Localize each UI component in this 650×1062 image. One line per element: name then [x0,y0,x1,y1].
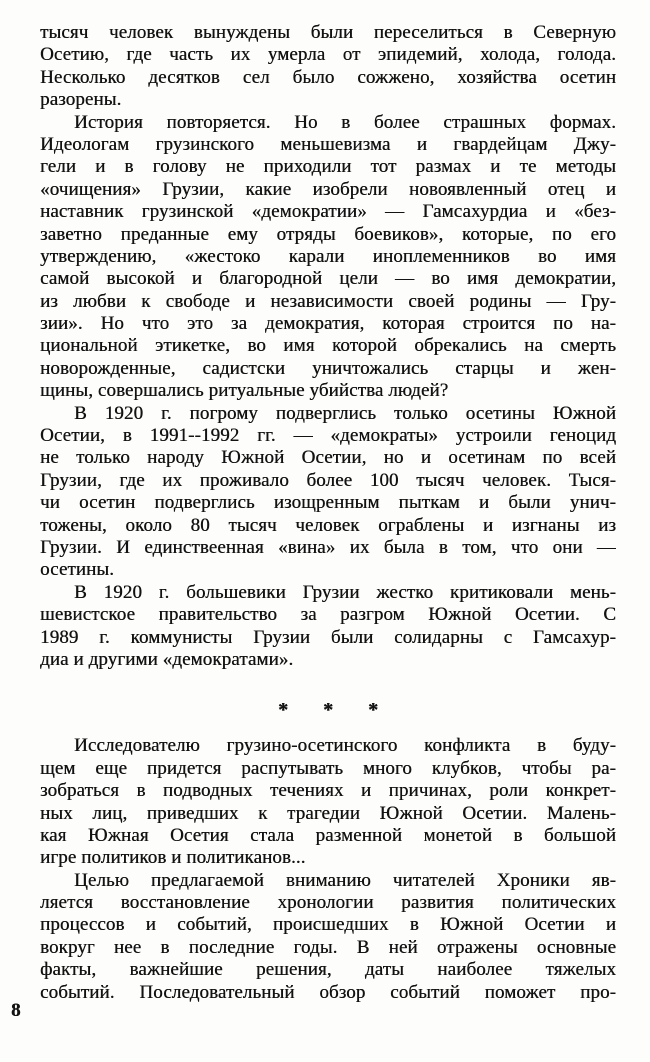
text-line: щины, совершались ритуальные убийства людей? [40,380,449,402]
text-line: не только народу Южной Осетии, но и осетинам по всей [40,447,616,469]
text-line: факты, важнейшие решения, даты наиболее тяжелых [40,959,616,981]
text-line: из любви к свободе и независимости своей родины — Гру- [40,290,616,312]
paragraph [40,22,616,112]
text-line: чи осетин подверглись изощренным пыткам и были унич- [40,492,616,514]
text-line: 1989 г. коммунисты Грузии были солидарны с Гамсахур- [40,626,616,648]
text-line: событий. Последовательный обзор событий поможет про- [40,981,616,1003]
text-line: гели и в голову не приходили тот размах и те методы [40,156,616,178]
text-line: тысяч человек вынуждены были переселиться в Северную [40,22,616,43]
text-line: шевистское правительство за разгром Южной Осетии. С [40,604,616,626]
text-line: кая Южная Осетия стала разменной монетой в большой [40,824,616,846]
text-line: вокруг нее в последние годы. В ней отражены основные [40,936,616,958]
text-line: ляется восстановление хронологии развития политических [40,892,616,914]
text-line: Осетии, в 1991--1992 гг. — «демократы» устроили геноцид [40,425,616,447]
text-line: Целью предлагаемой вниманию читателей Хроники яв- [74,869,616,891]
text-line: Осетию, где часть их умерла от эпидемий, холода, голода. [40,44,616,66]
text-line: Исследователю грузино-осетинского конфликта в буду- [74,735,616,757]
text-line: утверждению, «жестоко карали иноплеменников во имя [40,245,616,267]
text-line: зобраться в подводных течениях и причинах, роли конкрет- [40,780,616,802]
text-line: зии». Но что это за демократия, которая строится по на- [40,313,616,335]
text-line: осетины. [40,559,115,581]
text-line: процессов и событий, происшедших в Южной Осетии и [40,914,616,936]
text-line: диа и другими «демократами». [40,648,294,670]
text-line: Идеологам грузинского меньшевизма и гвардейцам Джу- [40,133,616,155]
page-number: 8 [11,1000,21,1021]
section-separator: * * * [278,699,378,722]
text-line: ных лиц, приведших к трагедии Южной Осетии. Малень- [40,802,616,824]
paragraph [40,403,616,582]
text-line: В 1920 г. погрому подверглись только осетины Южной [74,402,616,424]
text-line: заветно преданные ему отряды боевиков», которые, по его [40,223,616,245]
text-line: Грузии, где их проживало более 100 тысяч человек. Тыся- [40,469,616,491]
text-line: игре политиков и политиканов... [40,847,306,869]
text-column [40,22,616,1004]
text-line: История повторяется. Но в более страшных формах. [74,111,616,133]
paragraph [40,735,616,869]
text-line: «очищения» Грузии, какие изобрели новоявленный отец и [40,178,616,200]
text-line: новорожденные, садистски уничтожались старцы и жен- [40,357,616,379]
paragraph [40,582,616,672]
text-line: В 1920 г. большевики Грузии жестко критиковали мень- [74,581,616,603]
text-line: Грузии. И единствеенная «вина» их была в том, что они — [40,536,616,558]
paragraph [40,870,616,1004]
text-line: разорены. [40,89,122,111]
text-line: наставник грузинской «демократии» — Гамсахурдиа и «без- [40,201,616,223]
text-line: щем еще придется распутывать много клубков, чтобы ра- [40,757,616,779]
paragraph [40,112,616,403]
text-line: самой высокой и благородной цели — во имя демократии, [40,268,616,290]
text-line: циональной этикетке, во имя которой обрекались на смерть [40,335,616,357]
text-line: тожены, около 80 тысяч человек ограблены и изгнаны из [40,514,616,536]
text-line: Несколько десятков сел было сожжено, хозяйства осетин [40,66,616,88]
